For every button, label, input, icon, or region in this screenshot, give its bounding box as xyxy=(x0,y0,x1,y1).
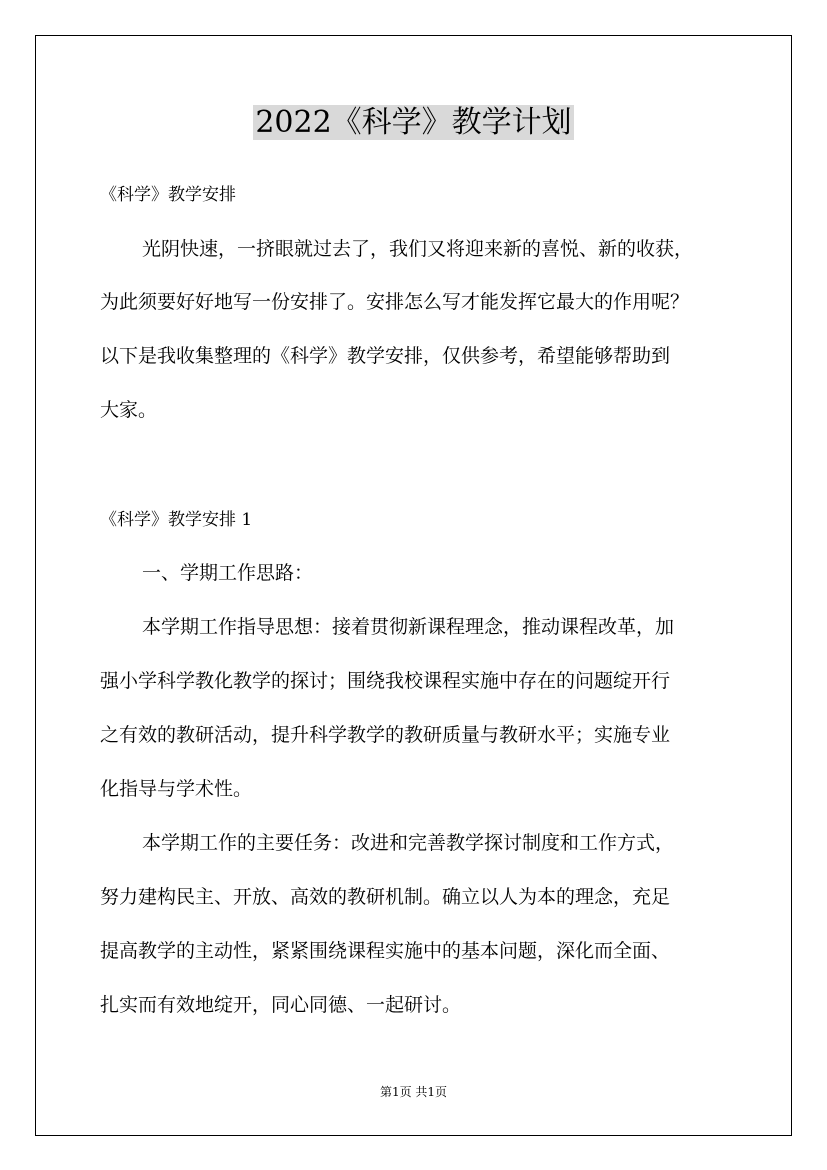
guiding-line-1: 本学期工作指导思想：接着贯彻新课程理念，推动课程改革，加 xyxy=(142,616,675,638)
heading-1: 《科学》教学安排 1 xyxy=(100,510,253,530)
intro-line-4: 大家。 xyxy=(100,399,158,421)
page-footer: 第1页 共1页 xyxy=(379,1085,448,1099)
document-title-text: 2022《科学》教学计划 xyxy=(255,105,572,140)
intro-line-1: 光阴快速，一挤眼就过去了，我们又将迎来新的喜悦、新的收获， xyxy=(142,238,694,260)
guiding-line-2: 强小学科学教化教学的探讨；围绕我校课程实施中存在的问题绽开行 xyxy=(100,670,671,692)
tasks-line-3: 提高教学的主动性，紧紧围绕课程实施中的基本问题，深化而全面、 xyxy=(100,940,671,962)
document-title xyxy=(0,103,827,143)
section-1-title: 一、学期工作思路： xyxy=(142,562,314,584)
tasks-line-4: 扎实而有效地绽开，同心同德、一起研讨。 xyxy=(100,994,462,1016)
heading-main: 《科学》教学安排 xyxy=(100,185,236,205)
intro-line-3: 以下是我收集整理的《科学》教学安排，仅供参考，希望能够帮助到 xyxy=(100,345,671,367)
guiding-line-3: 之有效的教研活动，提升科学教学的教研质量与教研水平；实施专业 xyxy=(100,724,671,746)
tasks-line-2: 努力建构民主、开放、高效的教研机制。确立以人为本的理念，充足 xyxy=(100,886,671,908)
tasks-line-1: 本学期工作的主要任务：改进和完善教学探讨制度和工作方式， xyxy=(142,832,675,854)
intro-line-2: 为此须要好好地写一份安排了。安排怎么写才能发挥它最大的作用呢？ xyxy=(100,291,690,313)
guiding-line-4: 化指导与学术性。 xyxy=(100,778,253,800)
